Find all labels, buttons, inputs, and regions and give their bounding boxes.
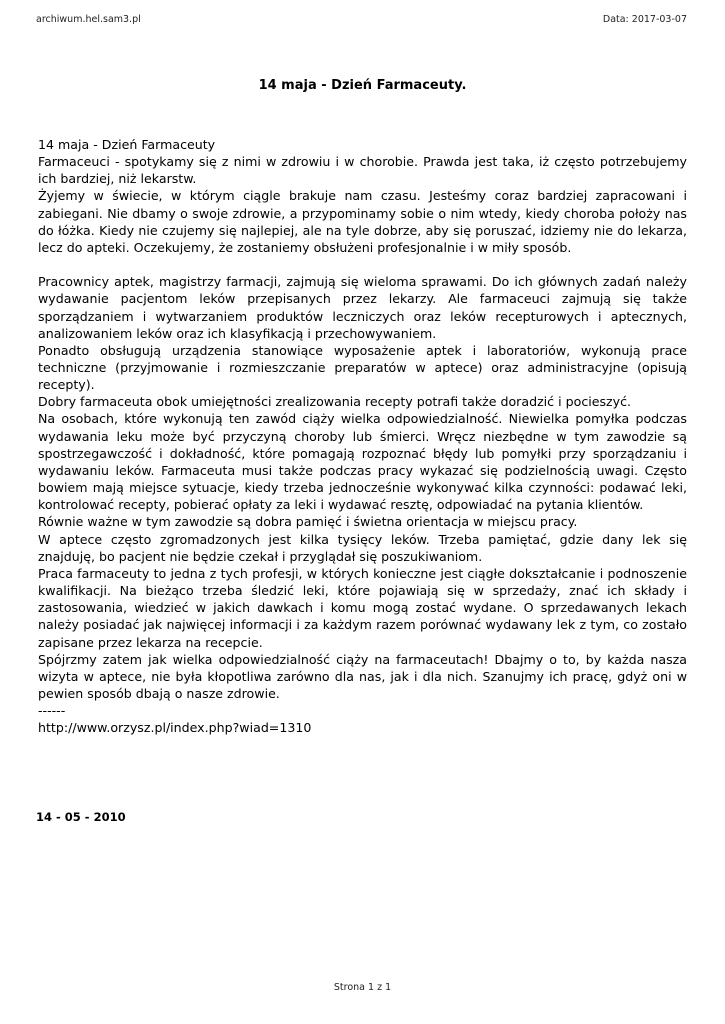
paragraph-gap xyxy=(38,256,687,273)
paragraph: Na osobach, które wykonują ten zawód ciąży wielka odpowiedzialność. Niewielka pomyłka podczas wydawania leku może być przyczyną choroby lub śmierci. Wręcz niezbędne w tym zawodzie są spostrzegawczość i dokładność, które pomagają rozpoznać błędy lub pomyłki przy sporządzaniu i wydawaniu leków. Farmaceuta musi także podczas pracy wykazać się podzielnością uwagi. Często bowiem mają miejsce sytuacje, kiedy trzeba jednocześnie wykonywać kilka czynności: podawać leki, kontrolować recepty, pobierać opłaty za leki i wydawać resztę, odpowiadać na pytania klientów. xyxy=(38,411,687,513)
paragraph: Dobry farmaceuta obok umiejętności zrealizowania recepty potrafi także doradzić i pocieszyć. xyxy=(38,394,632,410)
paragraph: 14 maja - Dzień Farmaceuty xyxy=(38,137,216,152)
paragraph: Farmaceuci - spotykamy się z nimi w zdrowiu i w chorobie. Prawda jest taka, iż często potrzebujemy ich bardziej, niż lekarstw. xyxy=(38,154,687,187)
page-number: Strona 1 z 1 xyxy=(333,982,392,993)
article-body xyxy=(38,136,687,736)
header-site: archiwum.hel.sam3.pl xyxy=(36,14,141,25)
paragraph: Żyjemy w świecie, w którym ciągle brakuje nam czasu. Jesteśmy coraz bardziej zapracowani i zabiegani. Nie dbamy o swoje zdrowie, a przypominamy sobie o nim wtedy, kiedy choroba położy nas do łóżka. Kiedy nie czujemy się najlepiej, ale na tyle dobrze, aby się poruszać, idziemy nie do lekarza, lecz do apteki. Oczekujemy, że zostaniemy obsłużeni profesjonalnie i w miły sposób. xyxy=(38,188,687,255)
separator: ------ xyxy=(38,703,66,719)
paragraph: W aptece często zgromadzonych jest kilka tysięcy leków. Trzeba pamiętać, gdzie dany lek się znajduję, bo pacjent nie będzie czekał i przyglądał się poszukiwaniom. xyxy=(38,531,687,564)
paragraph: Ponadto obsługują urządzenia stanowiące wyposażenie aptek i laboratoriów, wykonują prace techniczne (przyjmowanie i rozmieszczanie preparatów w aptece) oraz administracyjne (opisują recepty). xyxy=(38,342,687,393)
paragraph: Praca farmaceuty to jedna z tych profesji, w których konieczne jest ciągłe dokształcanie i podnoszenie kwalifikacji. Na bieżąco trzeba śledzić leki, które pojawiają się w sprzedaży, znać ich składy i zastosowania, wiedzieć w jakich dawkach i komu mogą zostać wydane. O sprzedawanych lekach należy posiadać jak najwięcej informacji i za każdym razem porównać wydawany lek z tym, co zostało zapisane przez lekarza na recepcie. xyxy=(38,565,687,650)
article-title: 14 maja - Dzień Farmaceuty. xyxy=(258,78,467,93)
paragraph: Pracownicy aptek, magistrzy farmacji, zajmują się wieloma sprawami. Do ich głównych zadań należy wydawanie pacjentom leków przepisanych przez lekarzy. Ale farmaceuci zajmują się także sporządzaniem i wytwarzaniem produktów leczniczych oraz leków recepturowych i aptecznych, analizowaniem leków oraz ich klasyfikacją i przechowywaniem. xyxy=(38,274,687,341)
source-link[interactable]: http://www.orzysz.pl/index.php?wiad=1310 xyxy=(38,720,312,736)
publication-date: 14 - 05 - 2010 xyxy=(36,810,126,824)
paragraph: Równie ważne w tym zawodzie są dobra pamięć i świetna orientacja w miejscu pracy. xyxy=(38,514,578,530)
header-date: Data: 2017-03-07 xyxy=(602,14,687,25)
paragraph: Spójrzmy zatem jak wielka odpowiedzialność ciąży na farmaceutach! Dbajmy o to, by każda nasza wizyta w aptece, nie była kłopotliwa zarówno dla nas, jak i dla nich. Szanujmy ich pracę, gdyż oni w pewien sposób dbają o nasze zdrowie. xyxy=(38,651,687,701)
